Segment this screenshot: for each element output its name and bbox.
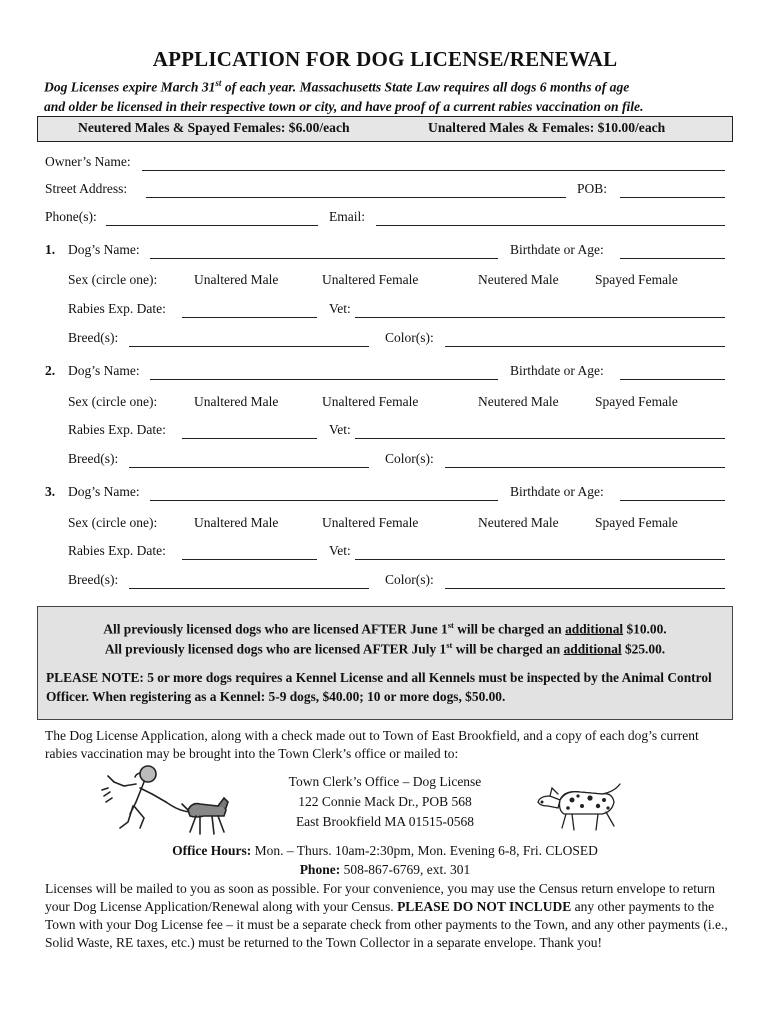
office-hours-label: Office Hours: — [172, 843, 252, 858]
owner-name-label: Owner’s Name: — [45, 154, 131, 169]
fee-unaltered: Unaltered Males & Females: $10.00/each — [428, 120, 666, 135]
street-address-label: Street Address: — [45, 181, 128, 196]
vet-label: Vet: — [329, 543, 351, 558]
rabies-label: Rabies Exp. Date: — [68, 543, 166, 558]
birthdate-label: Birthdate or Age: — [510, 242, 604, 257]
sex-option-neutered-male[interactable]: Neutered Male — [478, 272, 559, 287]
sex-option-unaltered-male[interactable]: Unaltered Male — [194, 515, 279, 530]
breed-field[interactable] — [129, 467, 369, 468]
birthdate-field[interactable] — [620, 258, 725, 259]
phone-field[interactable] — [106, 225, 318, 226]
color-field[interactable] — [445, 588, 725, 589]
mailing-address — [0, 772, 770, 832]
sex-option-spayed-female[interactable]: Spayed Female — [595, 394, 678, 409]
vet-field[interactable] — [355, 559, 725, 560]
birthdate-field[interactable] — [620, 379, 725, 380]
email-label: Email: — [329, 209, 365, 224]
breed-label: Breed(s): — [68, 330, 119, 345]
pob-label: POB: — [577, 181, 608, 196]
street-address-row — [0, 181, 770, 203]
sex-option-spayed-female[interactable]: Spayed Female — [595, 272, 678, 287]
phone-label: Phone(s): — [45, 209, 97, 224]
late-fee-notice — [37, 606, 733, 720]
sex-label: Sex (circle one): — [68, 394, 158, 409]
intro-text: Dog Licenses expire March 31st of each year. Massachusetts State Law requires all dogs 6 months of age and older be licensed in their respective town or city, and have proof of a current rabies vaccination on file. — [44, 78, 644, 114]
color-label: Color(s): — [385, 451, 434, 466]
rabies-date-field[interactable] — [182, 559, 317, 560]
color-label: Color(s): — [385, 572, 434, 587]
june-late-fee: All previously licensed dogs who are licensed AFTER June 1st will be charged an additional $10.00. — [103, 620, 667, 637]
color-field[interactable] — [445, 346, 725, 347]
closing-paragraph: Licenses will be mailed to you as soon as possible. For your convenience, you may use the Census return envelope to return your Dog License Application/Renewal along with your Census. PLEASE DO NOT INCLUDE any other payments to the Town with your Dog License fee – it must be a separate check from other payments to the Town, and any other payments (i.e., Solid Waste, RE taxes, etc.) must be returned to the Town Collector in a separate envelope. Thank you! — [45, 881, 728, 950]
dog-name-label: Dog’s Name: — [68, 242, 140, 257]
address-line-1: Town Clerk’s Office – Dog License — [288, 774, 482, 789]
office-hours-value: Mon. – Thurs. 10am-2:30pm, Mon. Evening 6-8, Fri. CLOSED — [251, 843, 598, 858]
pob-field[interactable] — [620, 197, 725, 198]
rabies-date-field[interactable] — [182, 438, 317, 439]
sex-option-spayed-female[interactable]: Spayed Female — [595, 515, 678, 530]
owner-name-field[interactable] — [142, 170, 725, 171]
breed-field[interactable] — [129, 346, 369, 347]
dog-number: 2. — [45, 363, 56, 378]
address-line-2: 122 Connie Mack Dr., POB 568 — [298, 794, 472, 809]
street-address-field[interactable] — [146, 197, 566, 198]
sex-option-unaltered-male[interactable]: Unaltered Male — [194, 394, 279, 409]
color-field[interactable] — [445, 467, 725, 468]
fee-box — [37, 116, 733, 142]
breed-field[interactable] — [129, 588, 369, 589]
phone-email-row — [0, 209, 770, 231]
phone-value: 508-867-6769, ext. 301 — [340, 862, 471, 877]
breed-label: Breed(s): — [68, 451, 119, 466]
sex-option-neutered-male[interactable]: Neutered Male — [478, 394, 559, 409]
sex-option-unaltered-female[interactable]: Unaltered Female — [322, 394, 419, 409]
office-hours — [0, 841, 770, 879]
rabies-date-field[interactable] — [182, 317, 317, 318]
mailing-instructions: The Dog License Application, along with a check made out to Town of East Brookfield, and a copy of each dog’s current rabies vaccination may be brought into the Town Clerk’s office or mailed to: — [45, 728, 699, 761]
sex-label: Sex (circle one): — [68, 272, 158, 287]
sex-option-unaltered-male[interactable]: Unaltered Male — [194, 272, 279, 287]
address-line-3: East Brookfield MA 01515-0568 — [295, 814, 475, 829]
birthdate-field[interactable] — [620, 500, 725, 501]
july-late-fee: All previously licensed dogs who are licensed AFTER July 1st will be charged an additional $25.00. — [104, 640, 666, 657]
fee-neutered: Neutered Males & Spayed Females: $6.00/each — [78, 120, 350, 135]
vet-label: Vet: — [329, 301, 351, 316]
sex-option-unaltered-female[interactable]: Unaltered Female — [322, 515, 419, 530]
phone-label: Phone: — [299, 862, 341, 877]
color-label: Color(s): — [385, 330, 434, 345]
dog-name-field[interactable] — [150, 258, 498, 259]
sex-label: Sex (circle one): — [68, 515, 158, 530]
dog-name-label: Dog’s Name: — [68, 363, 140, 378]
dog-name-field[interactable] — [150, 500, 498, 501]
vet-field[interactable] — [355, 438, 725, 439]
breed-label: Breed(s): — [68, 572, 119, 587]
dog-number: 3. — [45, 484, 56, 499]
vet-label: Vet: — [329, 422, 351, 437]
owner-name-row — [0, 154, 770, 176]
sex-option-unaltered-female[interactable]: Unaltered Female — [322, 272, 419, 287]
sex-option-neutered-male[interactable]: Neutered Male — [478, 515, 559, 530]
page-title: APPLICATION FOR DOG LICENSE/RENEWAL — [152, 47, 618, 71]
rabies-label: Rabies Exp. Date: — [68, 301, 166, 316]
dog-name-field[interactable] — [150, 379, 498, 380]
dog-number: 1. — [45, 242, 56, 257]
birthdate-label: Birthdate or Age: — [510, 363, 604, 378]
kennel-note: PLEASE NOTE: 5 or more dogs requires a Kennel License and all Kennels must be inspected by the Animal Control Officer. When registering as a Kennel: 5-9 dogs, $40.00; 10 or more dogs, $50.00. — [46, 670, 712, 704]
rabies-label: Rabies Exp. Date: — [68, 422, 166, 437]
email-field[interactable] — [376, 225, 725, 226]
dog-name-label: Dog’s Name: — [68, 484, 140, 499]
vet-field[interactable] — [355, 317, 725, 318]
birthdate-label: Birthdate or Age: — [510, 484, 604, 499]
